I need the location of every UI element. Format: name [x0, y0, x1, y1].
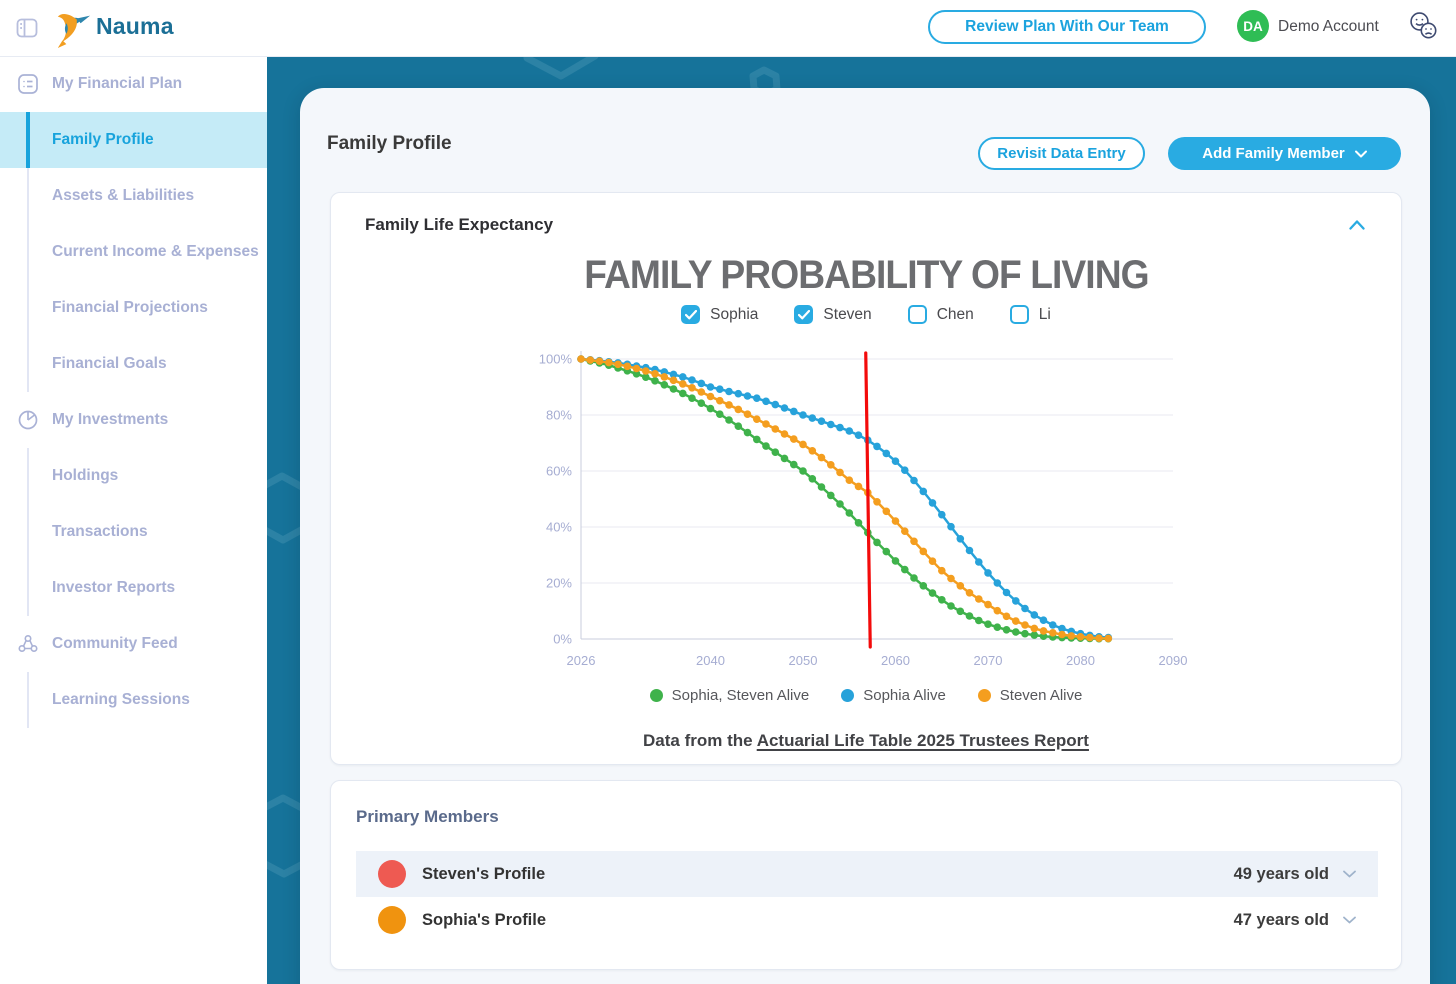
svg-text:80%: 80%	[545, 407, 572, 423]
sidebar-item-investor-reports[interactable]: Investor Reports	[52, 579, 176, 596]
sidebar-section-my-investments[interactable]	[0, 392, 267, 448]
svg-text:2040: 2040	[696, 653, 725, 668]
member-avatar	[378, 906, 406, 934]
sidebar-section-label: My Financial Plan	[52, 75, 183, 92]
legend-item: Sophia, Steven Alive	[650, 687, 810, 704]
svg-text:2070: 2070	[973, 653, 1003, 668]
revisit-data-entry-button[interactable]: Revisit Data Entry	[978, 137, 1145, 170]
svg-text:2060: 2060	[881, 653, 910, 668]
sidebar-item-holdings[interactable]: Holdings	[52, 467, 119, 484]
svg-text:2090: 2090	[1158, 653, 1188, 668]
card-title: Primary Members	[356, 807, 499, 826]
sidebar-section-label: My Investments	[52, 411, 169, 428]
chart-legend	[331, 687, 1401, 704]
checkbox-icon	[908, 305, 927, 324]
svg-text:60%: 60%	[545, 463, 572, 479]
checkbox-sophia[interactable]: Sophia	[681, 305, 758, 324]
sidebar-section-my-financial-plan[interactable]	[0, 56, 267, 112]
checkbox-li[interactable]: Li	[1010, 305, 1051, 324]
sidebar-item-current-income-expenses[interactable]: Current Income & Expenses	[52, 243, 259, 260]
sidebar-section-community-feed[interactable]	[0, 616, 267, 672]
sidebar-item-assets-liabilities[interactable]: Assets & Liabilities	[52, 187, 195, 204]
member-row-sophia[interactable]: Sophia's Profile 47 years old	[356, 897, 1378, 943]
sidebar-item-financial-projections[interactable]: Financial Projections	[52, 299, 208, 316]
actuarial-table-link[interactable]: Actuarial Life Table 2025 Trustees Report	[756, 731, 1089, 750]
sidebar-item-financial-goals[interactable]: Financial Goals	[52, 355, 167, 372]
checklist-icon	[17, 73, 39, 95]
life-expectancy-chart	[331, 349, 1401, 684]
sidebar-item-learning-sessions[interactable]: Learning Sessions	[52, 691, 190, 708]
svg-text:2026: 2026	[566, 653, 596, 668]
sidebar	[0, 56, 267, 984]
checkbox-steven[interactable]: Steven	[794, 305, 871, 324]
svg-text:100%: 100%	[538, 351, 572, 367]
add-family-member-button[interactable]: Add Family Member	[1168, 137, 1401, 170]
main-area	[267, 56, 1456, 984]
legend-dot	[841, 689, 854, 702]
svg-text:2080: 2080	[1066, 653, 1095, 668]
legend-dot	[978, 689, 991, 702]
collapse-chevron-up-icon[interactable]	[1349, 217, 1367, 229]
account-name: Demo Account	[1278, 18, 1379, 35]
legend-item: Sophia Alive	[841, 687, 946, 704]
pie-chart-icon	[17, 409, 39, 431]
svg-text:40%: 40%	[545, 519, 572, 535]
checkbox-icon	[1010, 305, 1029, 324]
member-checkbox-row	[331, 305, 1401, 324]
member-row-steven[interactable]: Steven's Profile 49 years old	[356, 851, 1378, 897]
sidebar-item-transactions[interactable]: Transactions	[52, 523, 148, 540]
account-avatar[interactable]: DA	[1237, 10, 1269, 42]
legend-item: Steven Alive	[978, 687, 1083, 704]
svg-text:0%: 0%	[553, 631, 572, 647]
checkbox-icon	[681, 305, 700, 324]
primary-members-card	[330, 780, 1402, 970]
hummingbird-logo-icon	[54, 8, 92, 48]
content-panel	[300, 88, 1430, 984]
sidebar-section-label: Community Feed	[52, 635, 178, 652]
chart-title: FAMILY PROBABILITY OF LIVING	[583, 253, 1149, 297]
chevron-down-icon[interactable]	[1343, 916, 1356, 924]
people-icon	[17, 633, 39, 655]
sidebar-toggle-icon[interactable]	[15, 16, 39, 40]
svg-text:2050: 2050	[788, 653, 818, 668]
family-life-expectancy-card	[330, 192, 1402, 765]
review-plan-button[interactable]	[928, 10, 1206, 44]
top-bar	[0, 0, 1456, 57]
chevron-down-icon[interactable]	[1343, 870, 1356, 878]
chevron-down-icon	[1355, 150, 1367, 158]
checkbox-icon	[794, 305, 813, 324]
page-title: Family Profile	[327, 133, 452, 154]
member-avatar	[378, 860, 406, 888]
data-source-note: Data from the Actuarial Life Table 2025 Trustees Report	[643, 731, 1089, 750]
current-year-marker	[866, 353, 871, 647]
logo-text: Nauma	[96, 13, 174, 39]
checkbox-chen[interactable]: Chen	[908, 305, 974, 324]
feedback-faces-icon[interactable]	[1408, 10, 1438, 42]
sidebar-item-family-profile[interactable]: Family Profile	[0, 112, 267, 168]
svg-text:20%: 20%	[545, 575, 572, 591]
card-title: Family Life Expectancy	[365, 215, 554, 234]
review-plan-label: Review Plan With Our Team	[965, 18, 1169, 35]
legend-dot	[650, 689, 663, 702]
